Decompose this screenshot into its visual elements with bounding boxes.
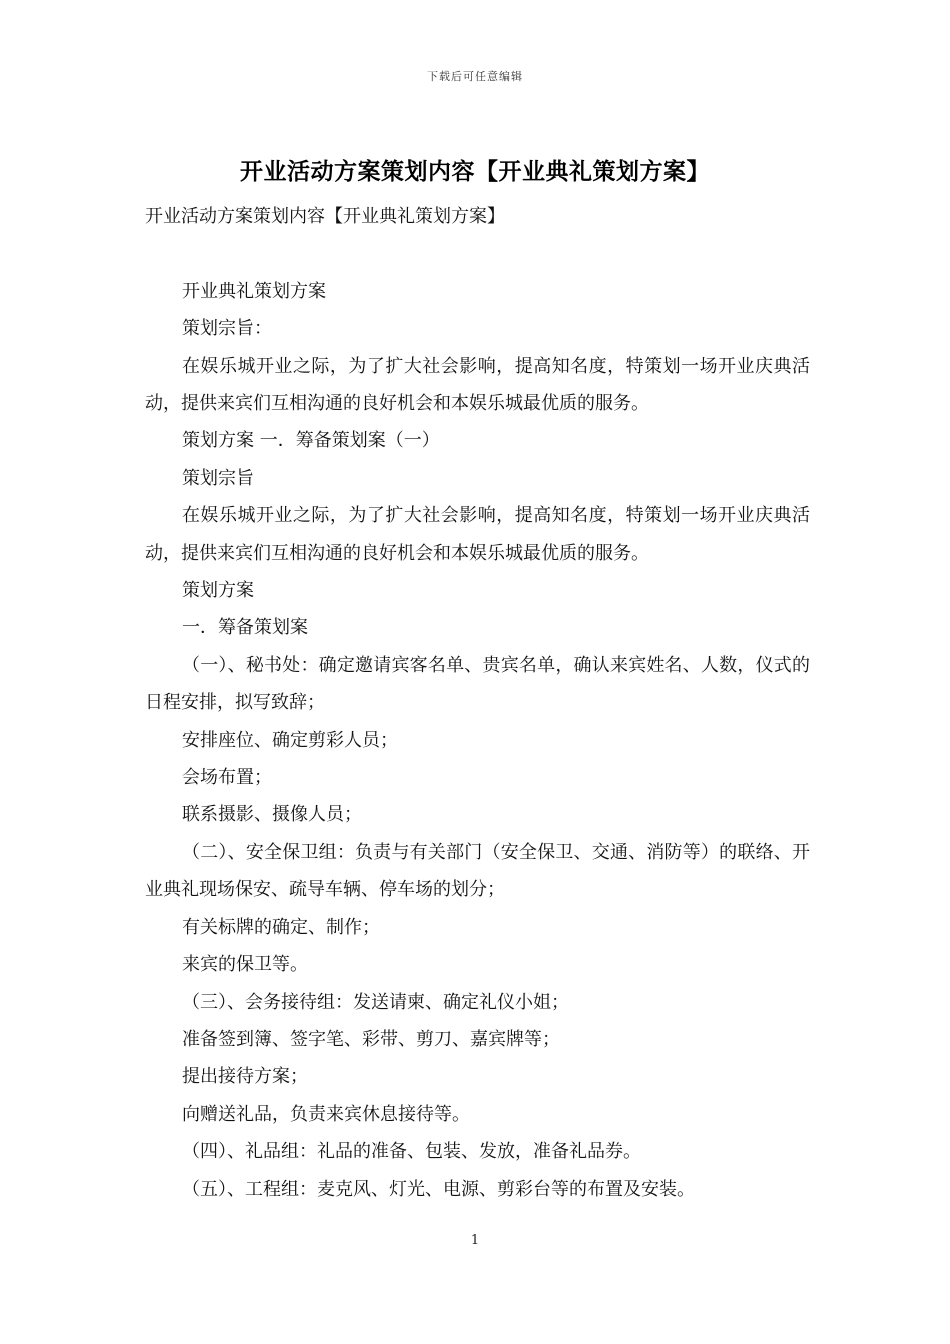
paragraph: 策划宗旨 bbox=[182, 467, 254, 489]
document-title: 开业活动方案策划内容【开业典礼策划方案】 bbox=[240, 158, 710, 185]
paragraph: （三）、会务接待组：发送请柬、确定礼仪小姐； bbox=[182, 991, 569, 1013]
paragraph: 来宾的保卫等。 bbox=[182, 954, 308, 976]
paragraph: （五）、工程组：麦克风、灯光、电源、剪彩台等的布置及安装。 bbox=[182, 1178, 695, 1200]
header-note: 下载后可任意编辑 bbox=[427, 70, 523, 83]
paragraph: 在娱乐城开业之际，为了扩大社会影响，提高知名度，特策划一场开业庆典活动，提供来宾们互相沟通的良好机会和本娱乐城最优质的服务。 bbox=[145, 355, 810, 415]
paragraph: 提出接待方案； bbox=[182, 1066, 308, 1088]
paragraph: （四）、礼品组：礼品的准备、包装、发放，准备礼品券。 bbox=[182, 1141, 641, 1163]
section-heading: 开业典礼策划方案 bbox=[182, 280, 326, 302]
blank-line bbox=[145, 235, 810, 272]
paragraph: 会场布置； bbox=[182, 767, 272, 789]
paragraph: 策划方案 一．筹备策划案（一） bbox=[182, 430, 440, 452]
paragraph: 安排座位、确定剪彩人员； bbox=[182, 729, 398, 751]
document-body bbox=[145, 198, 810, 1208]
paragraph: 策划宗旨： bbox=[182, 318, 272, 340]
paragraph: 策划方案 bbox=[182, 580, 254, 602]
paragraph: （一）、秘书处：确定邀请宾客名单、贵宾名单，确认来宾姓名、人数，仪式的日程安排，拟写致辞； bbox=[145, 654, 810, 714]
paragraph: （二）、安全保卫组：负责与有关部门（安全保卫、交通、消防等）的联络、开业典礼现场保安、疏导车辆、停车场的划分； bbox=[145, 841, 810, 901]
paragraph: 一．筹备策划案 bbox=[182, 617, 308, 639]
paragraph: 有关标牌的确定、制作； bbox=[182, 916, 380, 938]
paragraph: 在娱乐城开业之际，为了扩大社会影响，提高知名度，特策划一场开业庆典活动，提供来宾们互相沟通的良好机会和本娱乐城最优质的服务。 bbox=[145, 505, 810, 564]
paragraph: 准备签到簿、签字笔、彩带、剪刀、嘉宾牌等； bbox=[182, 1028, 560, 1050]
page-number: 1 bbox=[470, 1233, 480, 1248]
subtitle-paragraph: 开业活动方案策划内容【开业典礼策划方案】 bbox=[145, 206, 505, 227]
paragraph: 联系摄影、摄像人员； bbox=[182, 804, 362, 826]
paragraph: 向赠送礼品，负责来宾休息接待等。 bbox=[182, 1103, 470, 1125]
